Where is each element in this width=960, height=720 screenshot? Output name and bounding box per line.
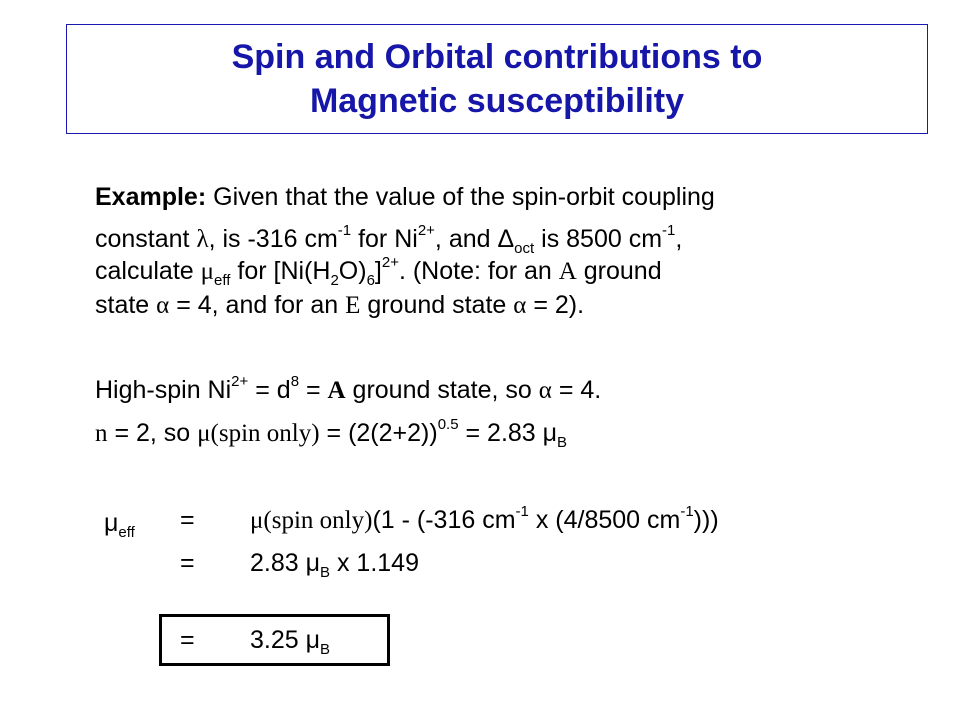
- spin-only-text-a: = 2, so: [107, 419, 198, 447]
- superscript: 2+: [231, 373, 249, 390]
- subscript: 6: [366, 272, 375, 289]
- example-text-3e: . (Note: for an: [398, 257, 559, 285]
- meff-text-a: (1 - (-316 cm: [372, 506, 516, 534]
- subscript: B: [320, 564, 331, 581]
- equals-sign: =: [180, 506, 195, 534]
- spin-only-text-b: = (2(2+2)): [319, 419, 438, 447]
- high-spin-text-c: =: [299, 376, 328, 404]
- high-spin-text-a: High-spin Ni: [95, 376, 232, 404]
- example-text-2b: , is -316 cm: [208, 225, 338, 253]
- title-line-1: Spin and Orbital contributions to: [231, 38, 763, 76]
- spin-only-text-c: = 2.83 μ: [458, 419, 558, 447]
- mu-symbol: μ: [200, 258, 215, 285]
- example-text-1: Given that the value of the spin-orbit coupling: [206, 183, 715, 211]
- superscript: 2+: [381, 254, 399, 271]
- subscript: eff: [118, 524, 135, 541]
- subscript: B: [557, 434, 568, 451]
- subscript: oct: [514, 240, 535, 257]
- example-text-2d: , and Δ: [434, 225, 515, 253]
- example-text-4c: ground state: [360, 291, 514, 319]
- title-box: [66, 24, 928, 134]
- meff-row-2-expression: [250, 548, 419, 581]
- example-line-1: [95, 182, 715, 212]
- superscript: 8: [290, 373, 300, 390]
- superscript: -1: [662, 222, 676, 239]
- meff-text-c: ))): [693, 506, 719, 534]
- example-text-3f: ground: [576, 257, 662, 285]
- superscript: 0.5: [437, 416, 459, 433]
- example-text-2e: is 8500 cm: [534, 225, 663, 253]
- example-text-2c: for Ni: [351, 225, 418, 253]
- high-spin-text-e: = 4.: [551, 376, 602, 404]
- example-line-3: [95, 256, 662, 287]
- meff-label: [104, 508, 135, 541]
- example-label: Example:: [95, 183, 207, 211]
- superscript: -1: [337, 222, 352, 239]
- lambda-symbol: λ: [196, 226, 209, 253]
- example-text-4a: state: [95, 291, 157, 319]
- term-symbol-e: E: [345, 292, 361, 319]
- example-text-2f: ,: [675, 225, 683, 253]
- meff-result: [250, 625, 331, 658]
- superscript: -1: [515, 503, 529, 520]
- superscript: -1: [680, 503, 694, 520]
- spin-only-line: [95, 418, 567, 449]
- high-spin-text-b: = d: [248, 376, 291, 404]
- n-symbol: n: [95, 420, 108, 447]
- high-spin-text-d: ground state, so: [345, 376, 539, 404]
- subscript: B: [320, 641, 331, 658]
- equals-sign: =: [180, 549, 195, 577]
- meff-row-1-expression: [250, 505, 719, 536]
- example-text-3d: ]: [374, 257, 382, 285]
- meff-text-b: x (4/8500 cm: [528, 506, 681, 534]
- equals-sign: =: [180, 626, 195, 654]
- meff-value-a: 2.83 μ: [250, 549, 321, 577]
- result-value: 3.25 μ: [250, 626, 321, 654]
- term-symbol-a: A: [327, 377, 346, 404]
- example-text-3c: O): [338, 257, 367, 285]
- example-text-4d: = 2).: [526, 291, 585, 319]
- superscript: 2+: [417, 222, 435, 239]
- mu-spin-only-symbol: μ(spin only): [197, 420, 320, 447]
- example-text-3a: calculate: [95, 257, 201, 285]
- example-line-4: [95, 290, 584, 321]
- alpha-symbol: α: [156, 292, 170, 319]
- mu-spin-only-symbol: μ(spin only): [250, 507, 373, 534]
- example-text-3b: for [Ni(H: [230, 257, 331, 285]
- alpha-symbol: α: [513, 292, 527, 319]
- mu-symbol: μ: [104, 509, 119, 537]
- subscript: eff: [214, 272, 231, 289]
- example-text-4b: = 4, and for an: [169, 291, 346, 319]
- term-symbol-a: A: [558, 258, 577, 285]
- alpha-symbol: α: [538, 377, 552, 404]
- example-text-2a: constant: [95, 225, 197, 253]
- meff-value-b: x 1.149: [330, 549, 419, 577]
- subscript: 2: [330, 272, 339, 289]
- example-line-2: [95, 224, 682, 255]
- title-line-2: Magnetic susceptibility: [309, 82, 685, 120]
- high-spin-line: [95, 375, 601, 406]
